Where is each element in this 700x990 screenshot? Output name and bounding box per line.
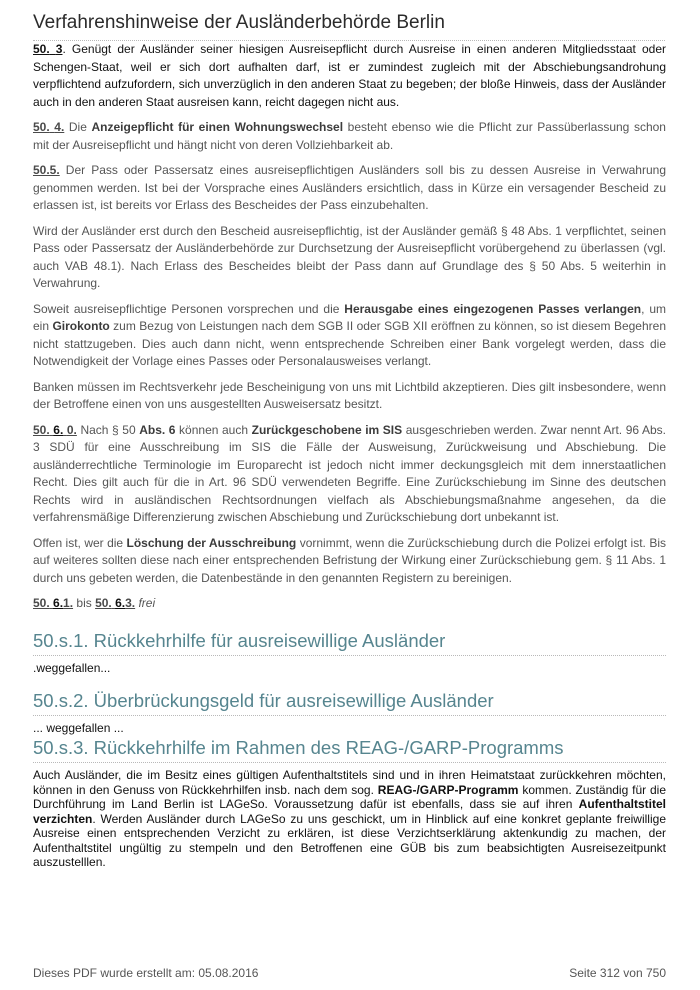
section-heading: 50.s.1. Rückkehrhilfe für ausreisewillige Ausländer [33, 630, 666, 656]
document-body [33, 41, 666, 621]
section-50-s-2 [33, 690, 666, 736]
section-link-50-6-1[interactable]: 50. 6.1. [33, 596, 74, 610]
section-link-50-4[interactable]: 50. 4. [33, 120, 65, 134]
paragraph-50-6-1-3: 50. 6.1. bis 50. 6.3. frei [33, 596, 156, 610]
page-title: Verfahrenshinweise der Ausländerbehörde Berlin [33, 12, 665, 41]
section-link-50-6-3[interactable]: 50. 6.3. [95, 596, 136, 610]
section-heading: 50.s.3. Rückkehrhilfe im Rahmen des REAG-/GARP-Programms [33, 737, 666, 763]
section-link-50-6-0[interactable]: 50. 6. 0. [33, 422, 77, 437]
paragraph-loeschung: Offen ist, wer die Löschung der Ausschreibung vornimmt, wenn die Zurückschiebung durch die Polizei erfolgt ist. Bis auf weiteres sollten diese nach einer entsprechenden Befristung der Wirkung einer Zurückschiebung gem. § 11 Abs. 1 durch uns gebeten werden, die Datenbestände in den genannten Registern zu bereinigen. [33, 535, 666, 585]
page-footer [33, 966, 666, 980]
paragraph-banken: Banken müssen im Rechtsverkehr jede Bescheinigung von uns mit Lichtbild akzeptieren. Dies gilt insbesondere, wenn der Betroffene einen von uns ausgestellten Ausweisersatz besitzt. [33, 379, 666, 411]
paragraph-50-6-0: 50. 6. 0. Nach § 50 Abs. 6 können auch Zurückgeschobene im SIS ausgeschrieben werden. Zwar nennt Art. 96 Abs. 3 SDÜ für eine Ausschreibung im SIS die Fälle der Ausweisung, Zurückweisung und Abschiebung. Die ausländerrechtliche Terminologie im Europarecht ist jedoch nicht immer deckungsgleich mit dem innerstaatlichen Recht. Dies gilt auch für die in Art. 96 SDÜ verwendeten Begriffe. Eine Zurückschiebung im Sinne des deutschen Rechts wird in ausländischen Rechtsordnungen vielfach als Abschiebungsmaßnahme angesehen, da die verfahrensmäßige Differenzierung zwischen Abschiebung und Zurückschiebung dort unbekannt ist. [33, 422, 666, 524]
page-number: Seite 312 von 750 [569, 966, 666, 980]
section-50-s-1 [33, 630, 666, 676]
section-50-s-3 [33, 737, 666, 870]
paragraph-50-3: 50. 3. Genügt der Ausländer seiner hiesigen Ausreisepflicht durch Ausreise in einen anderen Mitgliedsstaat oder Schengen-Staat, weil er sich dort aufhalten darf, ist er zumindest zugleich mit der Abschiebungsandrohung verpflichtend aufzufordern, sich unverzüglich in den anderen Staat zu begeben; der bloße Hinweis, dass der Ausländer auch in den anderen Staat ausreisen kann, reicht dagegen nicht aus. [33, 42, 666, 109]
paragraph-girokonto: Soweit ausreisepflichtige Personen vorsprechen und die Herausgabe eines eingezogenen Passes verlangen, um ein Girokonto zum Bezug von Leistungen nach dem SGB II oder SGB XII eröffnen zu können, so ist diesem Begehren nicht stattzugeben. Dies auch dann nicht, wenn entsprechende Schreiben einer Bank vorgelegt werden, dass die Notwendigkeit der Vorlage eines Passes oder Personalausweises verlangt. [33, 301, 666, 368]
section-link-50-5[interactable]: 50.5. [33, 163, 60, 177]
section-body: ... weggefallen ... [33, 721, 124, 735]
section-body: Auch Ausländer, die im Besitz eines gültigen Aufenthaltstitels sind und in ihren Heimatstaat zurückkehren möchten, können in den Genuss von Rückkehrhilfen insb. nach dem sog. REAG-/GARP-Programm kommen. Zuständig für die Durchführung im Land Berlin ist LAGeSo. Voraussetzung dafür ist ebenfalls, dass sie auf ihren Aufenthaltstitel verzichten. Werden Ausländer durch LAGeSo zu uns geschickt, um in Hinblick auf eine konkret geplante freiwillige Ausreise einen entsprechenden Verzicht zu erklären, ist diese Verzichtserklärung aktenkundig zu machen, der Aufenthaltstitel ungültig zu stempeln und den Betroffenen eine GÜB bis zum beabsichtigten Ausreisezeitpunkt auszustelllen. [33, 768, 666, 869]
created-date: Dieses PDF wurde erstellt am: 05.08.2016 [33, 966, 259, 980]
section-heading: 50.s.2. Überbrückungsgeld für ausreisewillige Ausländer [33, 690, 666, 716]
paragraph-50-5: 50.5. Der Pass oder Passersatz eines ausreisepflichtigen Ausländers soll bis zu dessen Ausreise in Verwahrung genommen werden. Ist bei der Vorsprache eines Ausländers ersichtlich, dass in Kürze ein versagender Bescheid zu erlassen ist, ist bereits vor Erlass des Bescheides der Pass einzubehalten. [33, 163, 666, 212]
section-link-50-3[interactable]: 50. 3 [33, 42, 63, 56]
paragraph-50-4: 50. 4. Die Anzeigepflicht für einen Wohnungswechsel besteht ebenso wie die Pflicht zur Passüberlassung schon mit der Ausreisepflicht und hängt nicht von deren Vollziehbarkeit ab. [33, 120, 666, 152]
paragraph-50-5-cont: Wird der Ausländer erst durch den Bescheid ausreisepflichtig, ist der Ausländer gemäß § 48 Abs. 1 verpflichtet, seinen Pass oder Passersatz der Ausländerbehörde zur Durchsetzung der Ausreisepflicht vorübergehend zu überlassen (vgl. auch VAB 48.1). Nach Erlass des Bescheides bleibt der Pass dann auf Grundlage des § 50 Abs. 5 weiterhin in Verwahrung. [33, 223, 666, 290]
section-body: .weggefallen... [33, 661, 111, 675]
